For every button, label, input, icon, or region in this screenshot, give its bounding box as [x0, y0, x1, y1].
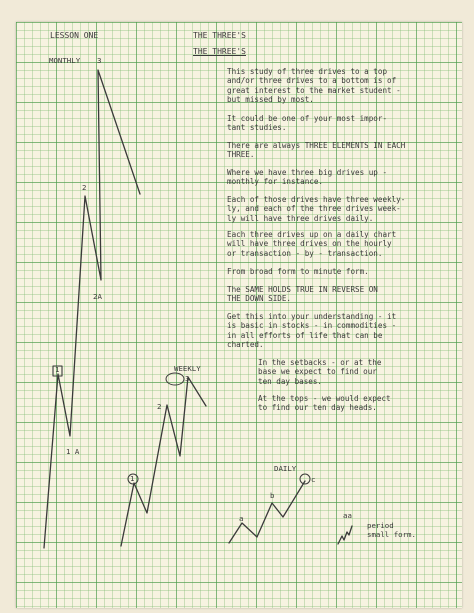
- paragraph-broad-form: From broad form to minute form.: [227, 267, 369, 276]
- paragraph-weekly-daily: Each of those drives have three weekly- ly, and each of the three drives week- ly will have three drives daily.: [227, 195, 406, 223]
- paragraph-important: It could be one of your most impor- tant studies.: [227, 114, 388, 133]
- paragraph-three-elements: There are always THREE ELEMENTS IN EACH THREE.: [227, 141, 406, 160]
- paragraph-monthly: Where we have three big drives up - monthly for instance.: [227, 168, 388, 187]
- paragraph-heads: At the tops - we would expect to find our ten day heads.: [258, 394, 391, 413]
- daily-point-a: a: [239, 514, 244, 523]
- page-title: THE THREE'S: [193, 31, 246, 40]
- daily-point-c: c: [311, 475, 316, 484]
- monthly-label: MONTHLY: [49, 56, 81, 65]
- monthly-point-2: 2: [82, 183, 87, 192]
- daily-label: DAILY: [274, 464, 297, 473]
- weekly-point-1: 1: [130, 474, 135, 483]
- monthly-point-1a: 1 A: [66, 447, 80, 456]
- weekly-point-3: 3: [185, 374, 190, 383]
- daily-point-b: b: [270, 491, 275, 500]
- weekly-point-2: 2: [157, 402, 162, 411]
- paragraph-bases: In the setbacks - or at the base we expect to find our ten day bases.: [258, 358, 382, 386]
- weekly-label: WEEKLY: [174, 364, 201, 373]
- paragraph-understanding: Get this into your understanding - it is basic in stocks - in commodities - in all efforts of life that can be charted.: [227, 312, 397, 350]
- paragraph-reverse: The SAME HOLDS TRUE IN REVERSE ON THE DOWN SIDE.: [227, 285, 378, 304]
- lesson-label: LESSON ONE: [50, 31, 99, 40]
- small-form-label: aa: [343, 511, 352, 520]
- monthly-point-2a: 2A: [93, 292, 102, 301]
- monthly-point-1: 1: [55, 365, 60, 374]
- section-heading: THE THREE'S: [193, 47, 246, 56]
- paragraph-hourly: Each three drives up on a daily chart will have three drives on the hourly or transaction - by - transaction.: [227, 230, 397, 258]
- small-form-caption: period small form.: [367, 521, 416, 540]
- paragraph-intro: This study of three drives to a top and/or three drives to a bottom is of great interest to the market student - but missed by most.: [227, 67, 401, 105]
- monthly-point-3: 3: [97, 56, 102, 65]
